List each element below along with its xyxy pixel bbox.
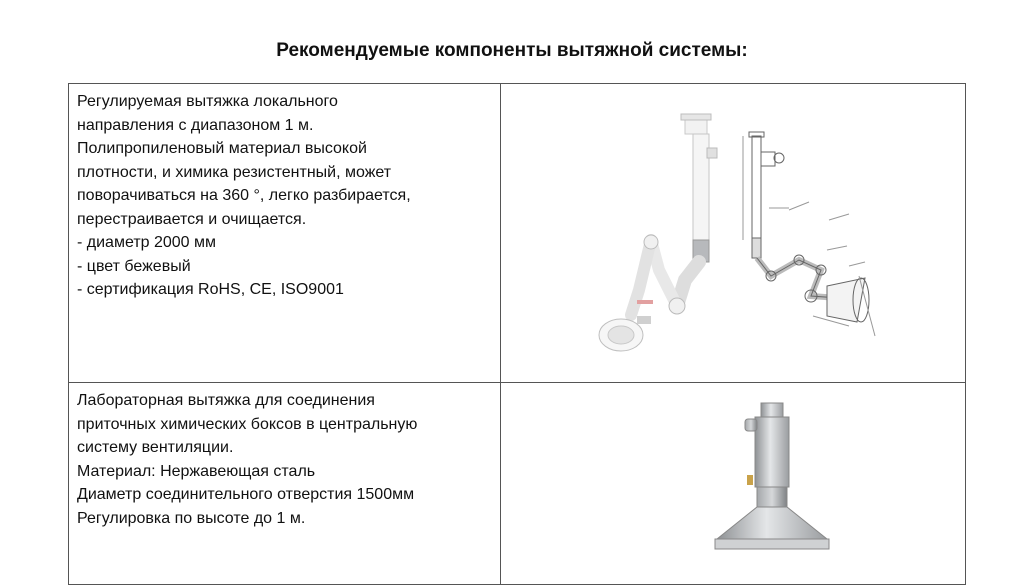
- technical-drawing: [743, 132, 875, 336]
- description-line: поворачиваться на 360 °, легко разбирается,: [77, 187, 411, 204]
- description-cell: [69, 383, 501, 585]
- image-cell: [501, 84, 966, 383]
- arm-photo: [599, 114, 717, 351]
- hood-photo: [715, 403, 829, 549]
- steel-hood-image: [509, 389, 976, 578]
- description-line: - диаметр 2000 мм: [77, 234, 217, 251]
- description-line: Диаметр соединительного отверстия 1500мм: [77, 486, 415, 503]
- description-line: Полипропиленовый материал высокой: [77, 140, 367, 157]
- description-line: - цвет бежевый: [77, 257, 191, 275]
- description-line: приточных химических боксов в центральную: [77, 415, 418, 433]
- description-line: плотности, и химика резистентный, может: [77, 163, 392, 181]
- image-cell: [501, 383, 966, 585]
- table-row: [69, 383, 966, 585]
- components-table: [68, 83, 966, 585]
- description-line: направления с диапазоном 1 м.: [77, 116, 314, 134]
- page-title: Рекомендуемые компоненты вытяжной системы:: [276, 40, 748, 61]
- description-line: Регулировка по высоте до 1 м.: [77, 509, 306, 527]
- description-line: Материал: Нержавеющая сталь: [77, 462, 316, 480]
- description-line: - сертификация RoHS, CE, ISO9001: [77, 281, 344, 298]
- fume-extractor-arm-image: [509, 90, 976, 376]
- description-line: систему вентиляции.: [77, 439, 234, 456]
- description-line: Регулируемая вытяжка локального: [77, 93, 338, 110]
- description-line: перестраивается и очищается.: [77, 210, 307, 228]
- table-row: [69, 84, 966, 383]
- description-cell: [69, 84, 501, 383]
- description-line: Лабораторная вытяжка для соединения: [77, 392, 375, 409]
